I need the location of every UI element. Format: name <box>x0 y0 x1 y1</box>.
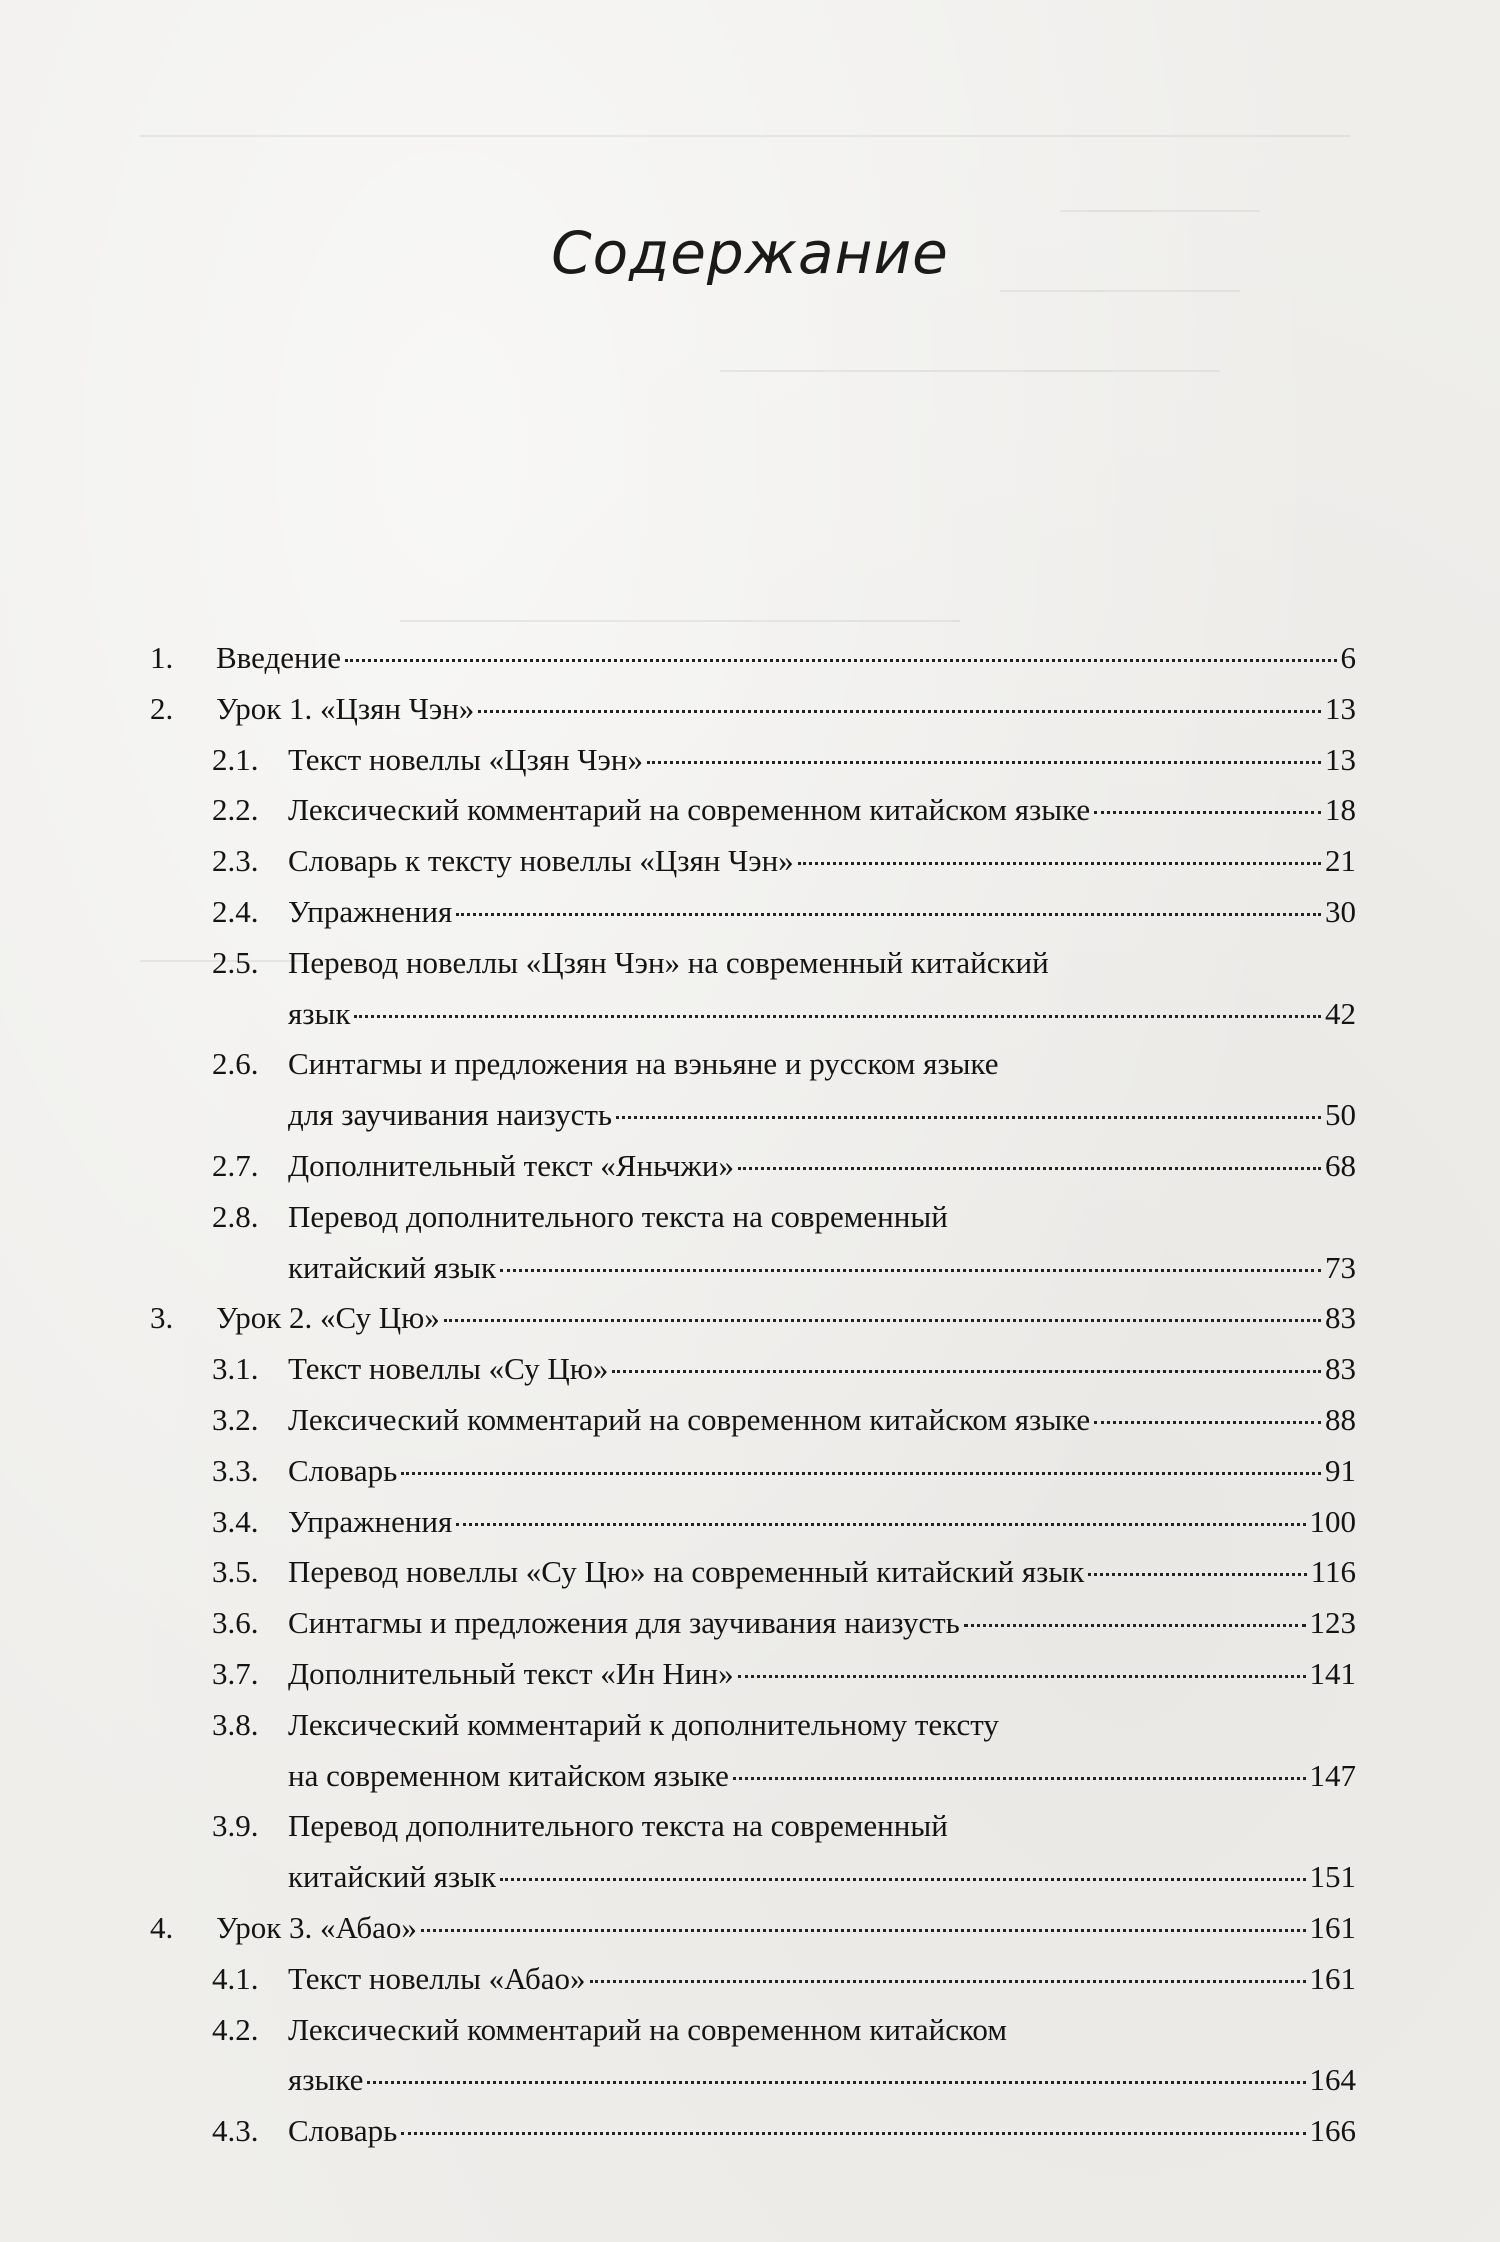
toc-entry-title: Перевод новеллы «Су Цю» на современный китайский язык <box>288 1554 1085 1590</box>
toc-page-number: 50 <box>1325 1097 1356 1133</box>
toc-entry-continuation <box>150 1090 1356 1141</box>
toc-entry-title: Лексический комментарий на современном китайском языке <box>288 1401 1091 1437</box>
toc-entry-number: 4.3. <box>212 2113 259 2149</box>
toc-entry <box>150 684 1356 735</box>
toc-entry-title: Упражнения <box>288 1503 453 1539</box>
dot-leader <box>1094 811 1321 814</box>
toc-entry-title: Словарь <box>288 1452 398 1488</box>
toc-entry <box>150 887 1356 938</box>
toc-entry-title: Текст новеллы «Су Цю» <box>288 1351 609 1387</box>
toc-page-number: 42 <box>1325 995 1356 1031</box>
dot-leader <box>733 1777 1306 1780</box>
toc-page-number: 13 <box>1325 741 1356 777</box>
toc-page-number: 73 <box>1325 1249 1356 1285</box>
toc-entry-number: 3.9. <box>212 1808 259 1844</box>
toc-entry <box>150 1649 1356 1700</box>
dot-leader <box>738 1167 1321 1170</box>
toc-page-number: 83 <box>1325 1300 1356 1336</box>
dot-leader <box>500 1269 1321 1272</box>
toc-page-number: 123 <box>1309 1605 1356 1641</box>
toc-entry-number: 4.1. <box>212 1960 259 1996</box>
dot-leader <box>444 1319 1321 1322</box>
toc-entry-title: языке <box>288 2062 364 2098</box>
toc-page-number: 83 <box>1325 1351 1356 1387</box>
toc-entry-number: 3. <box>150 1300 174 1336</box>
dot-leader <box>456 1523 1305 1526</box>
dot-leader <box>612 1370 1321 1373</box>
toc-entry <box>150 2005 1356 2056</box>
toc-entry <box>150 1547 1356 1598</box>
dot-leader <box>500 1878 1305 1881</box>
toc-entry-title: Текст новеллы «Цзян Чэн» <box>288 741 643 777</box>
toc-entry-number: 3.5. <box>212 1554 259 1590</box>
toc-page-number: 21 <box>1325 843 1356 879</box>
toc-entry-title: Введение <box>216 640 341 675</box>
toc-page-number: 147 <box>1309 1757 1356 1793</box>
dot-leader <box>354 1015 1321 1018</box>
toc-entry-title: Синтагмы и предложения для заучивания наизусть <box>288 1605 960 1641</box>
toc-entry-number: 2.5. <box>212 944 259 980</box>
toc-page-number: 30 <box>1325 893 1356 929</box>
toc-entry <box>150 836 1356 887</box>
toc-entry-title: Словарь <box>288 2113 398 2149</box>
toc-entry <box>150 1903 1356 1954</box>
toc-entry-number: 2.2. <box>212 792 259 828</box>
toc-entry-title: Перевод дополнительного текста на современный <box>288 1808 948 1844</box>
toc-entry-title: Лексический комментарий на современном китайском <box>288 2011 1007 2047</box>
dot-leader <box>590 1980 1306 1983</box>
toc-entry-number: 3.8. <box>212 1706 259 1742</box>
dot-leader <box>456 913 1321 916</box>
toc-page-number: 161 <box>1309 1909 1356 1945</box>
toc-entry-number: 3.6. <box>212 1605 259 1641</box>
toc-entry <box>150 785 1356 836</box>
toc-entry-title: Синтагмы и предложения на вэньяне и русском языке <box>288 1046 999 1082</box>
toc-entry-title: Лексический комментарий на современном китайском языке <box>288 792 1091 828</box>
toc-page-number: 6 <box>1340 640 1356 675</box>
toc-entry-title: Перевод дополнительного текста на современный <box>288 1198 948 1234</box>
bleed-through-line <box>400 620 960 622</box>
table-of-contents <box>150 633 1356 2157</box>
toc-page-number: 18 <box>1325 792 1356 828</box>
toc-entry-title: Урок 3. «Абао» <box>216 1909 417 1945</box>
dot-leader <box>798 862 1321 865</box>
toc-entry <box>150 1598 1356 1649</box>
dot-leader <box>401 1472 1321 1475</box>
toc-page-number: 164 <box>1309 2062 1356 2098</box>
toc-entry <box>150 1446 1356 1497</box>
toc-entry-title: Дополнительный текст «Яньчжи» <box>288 1147 734 1183</box>
bleed-through-line <box>1000 290 1240 292</box>
toc-entry <box>150 1192 1356 1243</box>
toc-entry-continuation <box>150 2055 1356 2106</box>
toc-entry-number: 2.4. <box>212 893 259 929</box>
toc-entry-title: Упражнения <box>288 893 453 929</box>
toc-entry-number: 2.6. <box>212 1046 259 1082</box>
toc-entry <box>150 633 1356 684</box>
toc-entry-title: Урок 2. «Су Цю» <box>216 1300 440 1336</box>
bleed-through-rule <box>140 135 1350 137</box>
dot-leader <box>616 1116 1321 1119</box>
toc-entry-number: 2.8. <box>212 1198 259 1234</box>
dot-leader <box>647 761 1321 764</box>
dot-leader <box>401 2132 1305 2135</box>
toc-entry-title: Лексический комментарий к дополнительному тексту <box>288 1706 999 1742</box>
toc-entry <box>150 1039 1356 1090</box>
toc-entry-number: 2. <box>150 690 174 726</box>
toc-entry-number: 4. <box>150 1909 174 1945</box>
bleed-through-line <box>1060 210 1260 212</box>
toc-entry-title: для заучивания наизусть <box>288 1097 613 1133</box>
toc-entry <box>150 1344 1356 1395</box>
toc-entry-title: китайский язык <box>288 1859 497 1895</box>
toc-entry <box>150 735 1356 786</box>
toc-entry-title: на современном китайском языке <box>288 1757 729 1793</box>
toc-entry <box>150 1141 1356 1192</box>
toc-entry-number: 3.3. <box>212 1452 259 1488</box>
page-title: Содержание <box>551 218 949 287</box>
toc-entry-number: 3.7. <box>212 1655 259 1691</box>
toc-entry-title: Текст новеллы «Абао» <box>288 1960 586 1996</box>
toc-entry <box>150 1700 1356 1751</box>
toc-page-number: 100 <box>1309 1503 1356 1539</box>
toc-entry-title: китайский язык <box>288 1249 497 1285</box>
dot-leader <box>421 1929 1306 1932</box>
toc-entry-number: 2.7. <box>212 1147 259 1183</box>
dot-leader <box>1094 1421 1321 1424</box>
dot-leader <box>1088 1573 1306 1576</box>
toc-entry-number: 3.4. <box>212 1503 259 1539</box>
toc-page-number: 141 <box>1309 1655 1356 1691</box>
dot-leader <box>738 1675 1306 1678</box>
toc-page-number: 166 <box>1309 2113 1356 2149</box>
toc-entry <box>150 1497 1356 1548</box>
toc-entry <box>150 2106 1356 2157</box>
toc-entry-number: 1. <box>150 640 174 675</box>
toc-entry <box>150 1293 1356 1344</box>
toc-entry-continuation <box>150 1751 1356 1802</box>
toc-entry-title: Перевод новеллы «Цзян Чэн» на современный китайский <box>288 944 1049 980</box>
dot-leader <box>964 1624 1306 1627</box>
toc-page-number: 151 <box>1309 1859 1356 1895</box>
toc-entry-title: Словарь к тексту новеллы «Цзян Чэн» <box>288 843 794 879</box>
dot-leader <box>478 710 1321 713</box>
toc-entry-title: язык <box>288 995 351 1031</box>
toc-page-number: 13 <box>1325 690 1356 726</box>
toc-entry <box>150 1801 1356 1852</box>
toc-entry-number: 2.1. <box>212 741 259 777</box>
toc-entry-continuation <box>150 1852 1356 1903</box>
dot-leader <box>345 659 1337 662</box>
toc-entry <box>150 938 1356 989</box>
toc-entry <box>150 1954 1356 2005</box>
bleed-through-line <box>720 370 1220 372</box>
toc-entry-continuation <box>150 1243 1356 1294</box>
toc-entry-title: Дополнительный текст «Ин Нин» <box>288 1655 734 1691</box>
toc-page-number: 116 <box>1310 1554 1356 1590</box>
toc-page-number: 88 <box>1325 1401 1356 1437</box>
toc-entry-number: 3.2. <box>212 1401 259 1437</box>
toc-entry-number: 2.3. <box>212 843 259 879</box>
toc-entry-number: 4.2. <box>212 2011 259 2047</box>
toc-page-number: 68 <box>1325 1147 1356 1183</box>
dot-leader <box>367 2081 1305 2084</box>
toc-entry <box>150 1395 1356 1446</box>
toc-entry-number: 3.1. <box>212 1351 259 1387</box>
toc-entry-continuation <box>150 989 1356 1040</box>
toc-page-number: 161 <box>1309 1960 1356 1996</box>
toc-entry-title: Урок 1. «Цзян Чэн» <box>216 690 475 726</box>
toc-page-number: 91 <box>1325 1452 1356 1488</box>
